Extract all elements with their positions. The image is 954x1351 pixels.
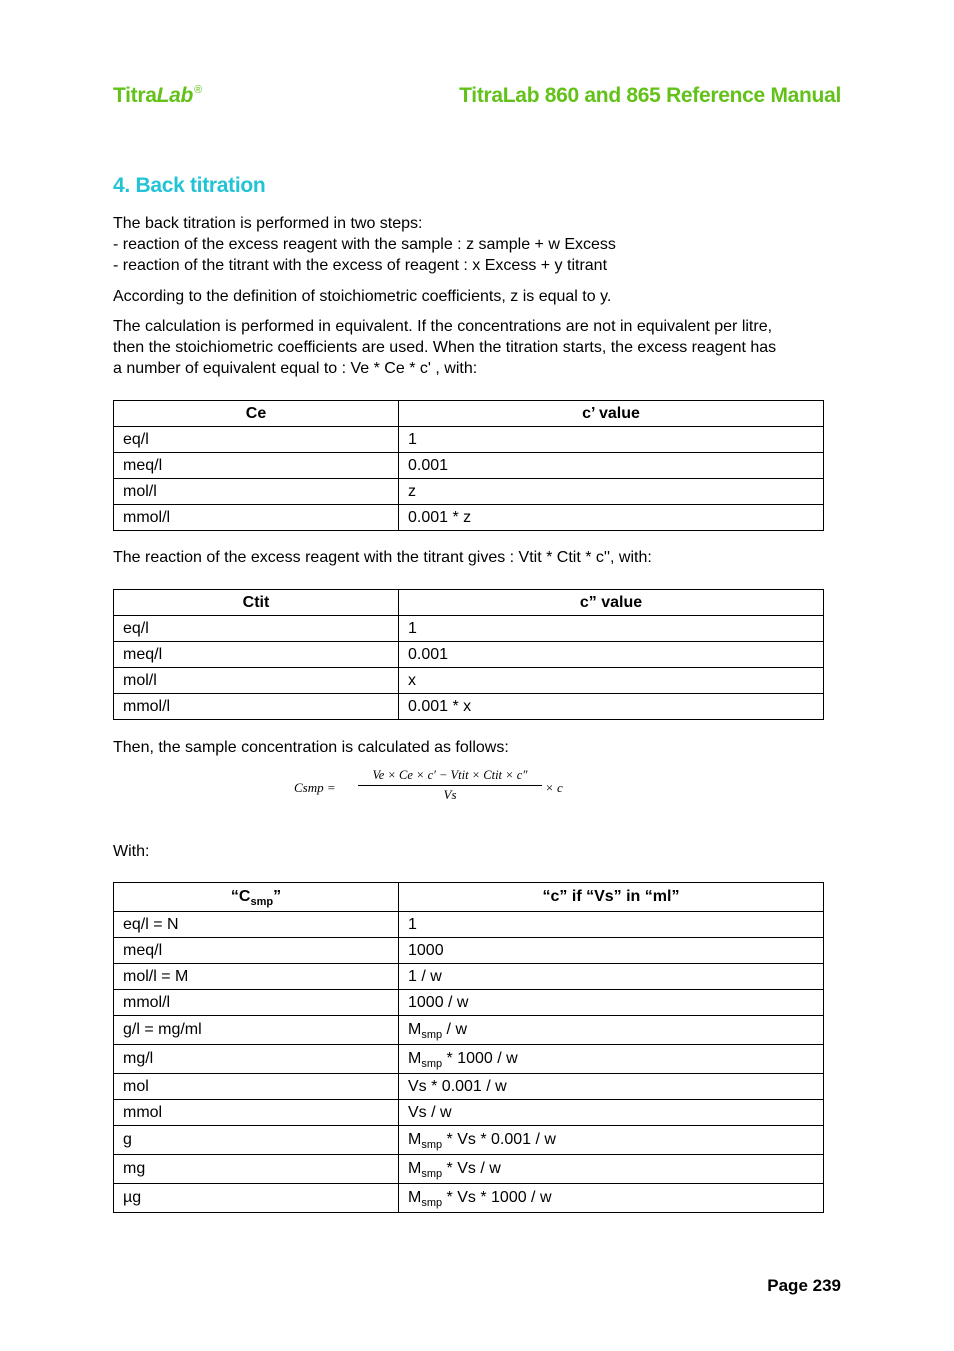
table-row bbox=[114, 1045, 824, 1074]
formula-rhs: × c bbox=[545, 780, 563, 795]
table-row bbox=[114, 1184, 824, 1213]
table-cell: 1 bbox=[399, 912, 824, 938]
table-cell: mol bbox=[114, 1074, 399, 1100]
table-row bbox=[114, 1074, 824, 1100]
with-paragraph bbox=[113, 841, 843, 862]
table-cell: µg bbox=[114, 1184, 399, 1213]
table-row bbox=[114, 1100, 824, 1126]
table-row bbox=[114, 938, 824, 964]
table-cell: meq/l bbox=[114, 938, 399, 964]
table-cell: mmol/l bbox=[114, 505, 399, 531]
table-row bbox=[114, 1126, 824, 1155]
table-cell: meq/l bbox=[114, 642, 399, 668]
ctit-table bbox=[113, 589, 824, 720]
table-row bbox=[114, 1155, 824, 1184]
table-cell: mg/l bbox=[114, 1045, 399, 1074]
table-cell: $M_{smp}$ / w bbox=[399, 1016, 824, 1045]
table-row bbox=[114, 427, 824, 453]
reaction-paragraph bbox=[113, 547, 843, 568]
calc-line: then the stoichiometric coefficients are used. When the titration starts, the excess reagent has bbox=[113, 339, 777, 356]
calc-paragraph bbox=[113, 316, 843, 379]
page-number: Page 239 bbox=[767, 1276, 841, 1295]
table-cell: eq/l bbox=[114, 616, 399, 642]
formula-lhs: Csmp = bbox=[294, 780, 336, 795]
table-header-cell: c” value bbox=[399, 590, 824, 616]
intro-line: - reaction of the titrant with the excess of reagent : x Excess + y titrant bbox=[113, 257, 608, 274]
reaction-text: The reaction of the excess reagent with the titrant gives : Vtit * Ctit * c'', with: bbox=[113, 549, 652, 566]
table-cell: g/l = mg/ml bbox=[114, 1016, 399, 1045]
table-cell: $M_{smp}$ * Vs * 0.001 / w bbox=[399, 1126, 824, 1155]
intro-line: - reaction of the excess reagent with the sample : z sample + w Excess bbox=[113, 236, 616, 253]
table-row bbox=[114, 505, 824, 531]
table-header-cell: Ctit bbox=[114, 590, 399, 616]
table-cell: 0.001 bbox=[399, 453, 824, 479]
table-row bbox=[114, 964, 824, 990]
table-cell: mg bbox=[114, 1155, 399, 1184]
table-row bbox=[114, 479, 824, 505]
table-row bbox=[114, 453, 824, 479]
table-cell: mmol/l bbox=[114, 990, 399, 1016]
table-cell: 1000 / w bbox=[399, 990, 824, 1016]
table-header-cell: c’ value bbox=[399, 401, 824, 427]
table-cell: $M_{smp} * 1000$ / w bbox=[399, 1045, 824, 1074]
calc-line: The calculation is performed in equivalent. If the concentrations are not in equivalent per litre, bbox=[113, 318, 773, 335]
calc-line: a number of equivalent equal to : Ve * Ce * c' , with: bbox=[113, 360, 478, 377]
table-row bbox=[114, 642, 824, 668]
table-cell: 1 bbox=[399, 427, 824, 453]
table-header-row bbox=[114, 401, 824, 427]
table-cell: meq/l bbox=[114, 453, 399, 479]
table-cell: eq/l = N bbox=[114, 912, 399, 938]
table-header-cell: “c” if “Vs” in “ml” bbox=[399, 883, 824, 912]
ce-table bbox=[113, 400, 824, 531]
table-cell: mol/l = M bbox=[114, 964, 399, 990]
intro-line: The back titration is performed in two steps: bbox=[113, 215, 423, 232]
table-cell: 1 bbox=[399, 616, 824, 642]
table-header-row bbox=[114, 883, 824, 912]
table-cell: 0.001 * x bbox=[399, 694, 824, 720]
table-cell: eq/l bbox=[114, 427, 399, 453]
table-row bbox=[114, 912, 824, 938]
then-paragraph bbox=[113, 737, 843, 758]
table-cell: Vs / w bbox=[399, 1100, 824, 1126]
table-row bbox=[114, 694, 824, 720]
stoich-text: According to the definition of stoichiometric coefficients, z is equal to y. bbox=[113, 288, 612, 305]
table-cell: 1000 bbox=[399, 938, 824, 964]
table-cell: 1 / w bbox=[399, 964, 824, 990]
table-cell: mmol/l bbox=[114, 694, 399, 720]
table-row bbox=[114, 616, 824, 642]
table-cell: x bbox=[399, 668, 824, 694]
table-header-cell: “$C_{smp}$” bbox=[114, 883, 399, 912]
formula-numerator: Ve × Ce × c′ − Vtit × Ctit × c″ bbox=[358, 768, 542, 786]
csmp-table bbox=[113, 882, 824, 1213]
manual-title: TitraLab 860 and 865 Reference Manual bbox=[459, 84, 841, 107]
section-title: 4. Back titration bbox=[113, 174, 266, 197]
then-text: Then, the sample concentration is calculated as follows: bbox=[113, 739, 509, 756]
with-text: With: bbox=[113, 843, 150, 860]
table-header-cell: Ce bbox=[114, 401, 399, 427]
table-cell: z bbox=[399, 479, 824, 505]
table-cell: $M_{smp}$ * Vs / w bbox=[399, 1155, 824, 1184]
formula-fraction bbox=[358, 768, 542, 803]
table-cell: mol/l bbox=[114, 479, 399, 505]
table-cell: g bbox=[114, 1126, 399, 1155]
table-header-row bbox=[114, 590, 824, 616]
table-row bbox=[114, 990, 824, 1016]
table-row bbox=[114, 668, 824, 694]
intro-paragraph bbox=[113, 213, 843, 276]
table-cell: mmol bbox=[114, 1100, 399, 1126]
table-cell: 0.001 * z bbox=[399, 505, 824, 531]
table-cell: mol/l bbox=[114, 668, 399, 694]
brand-logo: TitraLab® bbox=[113, 84, 202, 107]
table-cell: $M_{smp}$ * Vs * 1000 / w bbox=[399, 1184, 824, 1213]
table-cell: Vs * 0.001 / w bbox=[399, 1074, 824, 1100]
table-cell: 0.001 bbox=[399, 642, 824, 668]
formula-denominator: Vs bbox=[443, 787, 457, 802]
stoich-paragraph bbox=[113, 286, 843, 307]
table-row bbox=[114, 1016, 824, 1045]
